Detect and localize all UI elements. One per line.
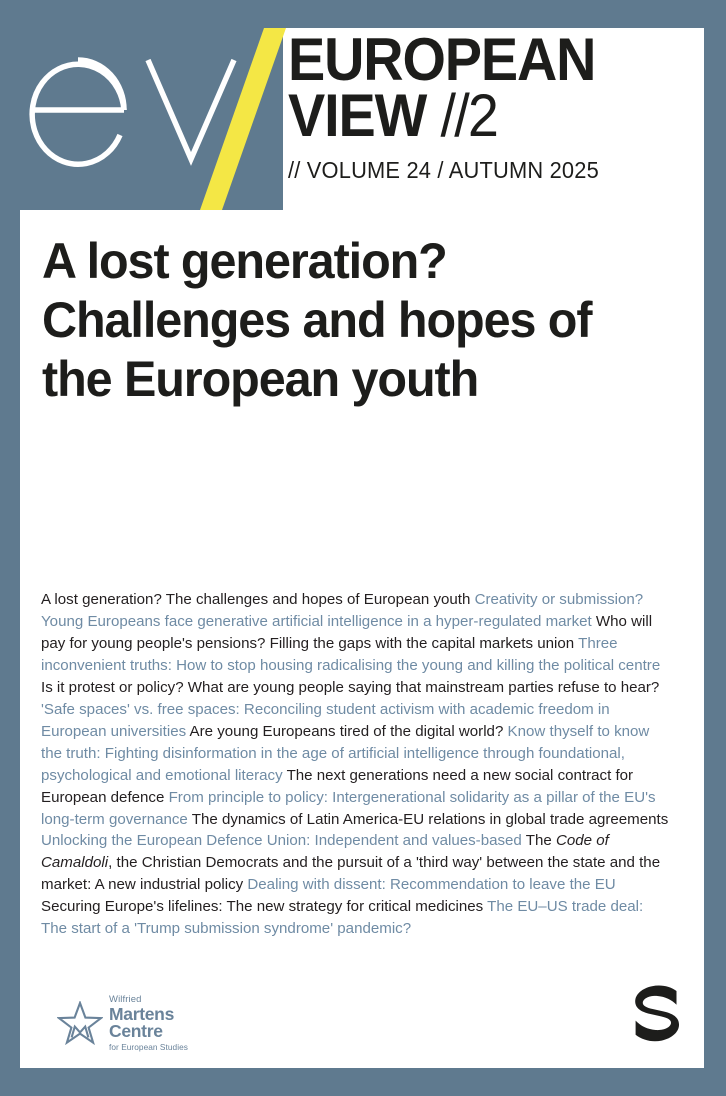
contents-article-title: The EU–US trade deal: The start of a 'Trump submission syndrome' pandemic? xyxy=(41,898,644,938)
contents-article-title: Dealing with dissent: Recommendation to leave the EU xyxy=(247,876,616,894)
journal-title-view: VIEW xyxy=(288,81,427,149)
contents-article-title: Securing Europe's lifelines: The new strategy for critical medicines xyxy=(41,898,484,916)
journal-title-line-2 xyxy=(288,81,679,149)
contents-article-title: Creativity or submission? Young Europeans face generative artificial intelligence in a hyper-regulated market xyxy=(41,591,644,630)
springer-s-icon xyxy=(630,985,682,1043)
contents-article-title: A lost generation? The challenges and hopes of European youth xyxy=(41,591,471,608)
volume-date-line: // VOLUME 24 / AUTUMN 2025 xyxy=(288,157,599,184)
contents-article-title: Three inconvenient truths: How to stop housing radicalising the young and killing the political centre xyxy=(41,634,661,674)
headline-line-3: the European youth xyxy=(42,351,479,407)
contents-article-title: Unlocking the European Defence Union: Independent and values-based xyxy=(41,832,522,850)
headline-line-1: A lost generation? xyxy=(42,233,447,289)
martens-line-wilfried: Wilfried xyxy=(109,994,142,1006)
cover-headline xyxy=(42,232,663,409)
contents-article-title: 'Safe spaces' vs. free spaces: Reconciling student activism with academic freedom in European universities xyxy=(41,700,610,740)
contents-article-title: The next generations need a new social contract for European defence xyxy=(41,766,634,806)
headline-line-2: Challenges and hopes of xyxy=(42,292,592,348)
contents-article-title: Who will pay for young people's pensions? Filling the gaps with the capital markets union xyxy=(41,612,653,652)
contents-article-title: The dynamics of Latin America-EU relations in global trade agreements xyxy=(191,810,669,828)
martens-line-tagline: for European Studies xyxy=(109,1041,188,1052)
star-m-icon xyxy=(57,1001,103,1045)
contents-article-title: Are young Europeans tired of the digital world? xyxy=(189,722,504,740)
accent-slash-icon xyxy=(198,28,288,210)
masthead-wordmark xyxy=(288,26,708,184)
contents-article-title-italic: Code of Camaldoli xyxy=(41,832,609,872)
martens-centre-logo xyxy=(57,994,227,1052)
issue-number: //2 xyxy=(440,81,498,149)
contents-article-title: Know thyself to know the truth: Fighting disinformation in the age of artificial intelligence through foundational, psychological and emotional literacy xyxy=(41,722,650,784)
martens-line-name: Martens Centre xyxy=(109,1003,175,1042)
contents-list xyxy=(41,589,670,940)
contents-article-title: Is it protest or policy? What are young people saying that mainstream parties refuse to hear? xyxy=(41,678,660,696)
martens-centre-wordmark xyxy=(109,995,227,1051)
masthead xyxy=(0,0,726,215)
contents-article-title: From principle to policy: Intergenerational solidarity as a pillar of the EU's long-term governance xyxy=(41,788,656,828)
journal-title-line-1: EUROPEAN xyxy=(288,26,596,93)
contents-article-title: The Code of Camaldoli, the Christian Democrats and the pursuit of a 'third way' between the state and the market: A new industrial policy xyxy=(41,832,661,894)
